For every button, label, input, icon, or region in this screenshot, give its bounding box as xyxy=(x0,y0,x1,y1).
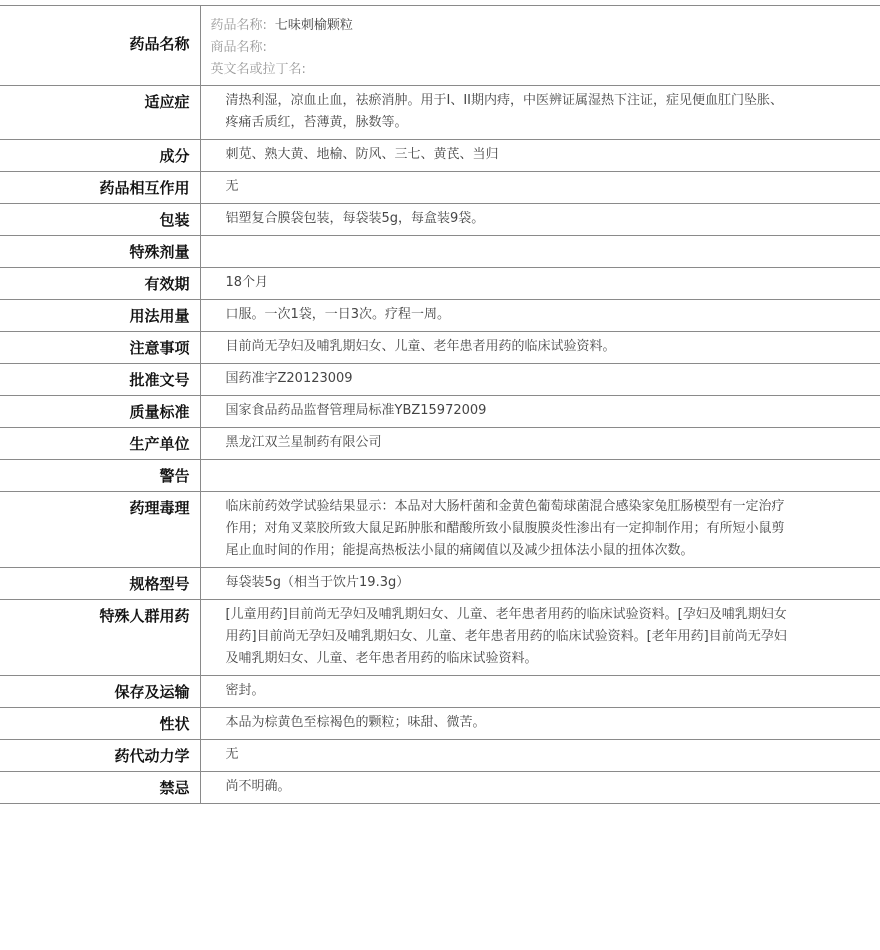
row-value: 国药准字Z20123009 xyxy=(225,371,353,386)
row-indications xyxy=(0,86,880,140)
row-value: 清热利湿，凉血止血，祛瘀消肿。用于I、II期内痔，中医辨证属湿热下注证，症见便血肛门坠胀、疼痛舌质红，苔薄黄，脉数等。 xyxy=(225,93,784,130)
row-value: 尚不明确。 xyxy=(225,779,291,794)
row-value: 临床前药效学试验结果显示：本品对大肠杆菌和金黄色葡萄球菌混合感染家兔肛肠模型有一定治疗作用；对角叉菜胶所致大鼠足跖肿胀和醋酸所致小鼠腹膜炎性渗出有一定抑制作用；有所短小鼠剪尾止血时间的作用；能提高热板法小鼠的痛阈值以及减少扭体法小鼠的扭体次数。 xyxy=(225,499,785,558)
row-label: 药品名称 xyxy=(0,6,200,86)
english-name-line xyxy=(211,59,791,81)
row-label: 批准文号 xyxy=(0,364,200,396)
row-value: [儿童用药]目前尚无孕妇及哺乳期妇女、儿童、老年患者用药的临床试验资料。[孕妇及哺乳期妇女用药]目前尚无孕妇及哺乳期妇女、儿童、老年患者用药的临床试验资料。[老年用药]目前尚无孕妇及哺乳期妇女、儿童、老年患者用药的临床试验资料。 xyxy=(225,607,787,666)
row-label: 注意事项 xyxy=(0,332,200,364)
row-value: 铝塑复合膜袋包装，每袋装5g，每盒装9袋。 xyxy=(225,211,485,226)
row-usage xyxy=(0,300,880,332)
row-pharmacokinetics xyxy=(0,740,880,772)
row-ingredients xyxy=(0,140,880,172)
row-shelf-life xyxy=(0,268,880,300)
generic-name-line xyxy=(211,15,791,37)
row-label: 适应症 xyxy=(0,86,200,140)
row-label: 药理毒理 xyxy=(0,492,200,568)
row-label: 药品相互作用 xyxy=(0,172,200,204)
row-interactions xyxy=(0,172,880,204)
row-pharmacology xyxy=(0,492,880,568)
english-name-label: 英文名或拉丁名: xyxy=(210,62,306,77)
row-specification xyxy=(0,568,880,600)
row-value: 目前尚无孕妇及哺乳期妇女、儿童、老年患者用药的临床试验资料。 xyxy=(225,339,616,354)
row-drug-name xyxy=(0,6,880,86)
row-value: 密封。 xyxy=(225,683,265,698)
trade-name-line xyxy=(211,37,791,59)
row-label: 保存及运输 xyxy=(0,676,200,708)
row-value xyxy=(200,460,880,492)
row-packaging xyxy=(0,204,880,236)
row-value: 口服。一次1袋，一日3次。疗程一周。 xyxy=(225,307,451,322)
row-label: 药代动力学 xyxy=(0,740,200,772)
row-label: 性状 xyxy=(0,708,200,740)
row-value: 国家食品药品监督管理局标准YBZ15972009 xyxy=(225,403,487,418)
row-value: 无 xyxy=(225,179,239,194)
row-approval-number xyxy=(0,364,880,396)
row-value: 18个月 xyxy=(225,275,269,290)
row-label: 规格型号 xyxy=(0,568,200,600)
row-precautions xyxy=(0,332,880,364)
generic-name-value: 七味刺榆颗粒 xyxy=(274,18,353,33)
row-label: 特殊人群用药 xyxy=(0,600,200,676)
row-quality-standard xyxy=(0,396,880,428)
row-label: 特殊剂量 xyxy=(0,236,200,268)
row-value: 无 xyxy=(225,747,239,762)
row-description xyxy=(0,708,880,740)
row-label: 禁忌 xyxy=(0,772,200,804)
row-label: 质量标准 xyxy=(0,396,200,428)
generic-name-label: 药品名称: xyxy=(210,18,267,33)
trade-name-label: 商品名称: xyxy=(210,40,267,55)
row-label: 生产单位 xyxy=(0,428,200,460)
row-value: 黑龙江双兰星制药有限公司 xyxy=(225,435,382,450)
row-manufacturer xyxy=(0,428,880,460)
row-warning xyxy=(0,460,880,492)
row-label: 成分 xyxy=(0,140,200,172)
row-value: 每袋装5g（相当于饮片19.3g） xyxy=(225,575,410,590)
row-label: 警告 xyxy=(0,460,200,492)
row-storage xyxy=(0,676,880,708)
row-value: 本品为棕黄色至棕褐色的颗粒；味甜、微苦。 xyxy=(225,715,486,730)
row-special-dosage xyxy=(0,236,880,268)
drug-info-table xyxy=(0,5,880,804)
row-contraindications xyxy=(0,772,880,804)
row-value: 刺苋、熟大黄、地榆、防风、三七、黄芪、当归 xyxy=(225,147,499,162)
row-special-populations xyxy=(0,600,880,676)
row-label: 用法用量 xyxy=(0,300,200,332)
drug-name-values xyxy=(200,6,880,86)
row-label: 有效期 xyxy=(0,268,200,300)
row-label: 包装 xyxy=(0,204,200,236)
row-value xyxy=(200,236,880,268)
